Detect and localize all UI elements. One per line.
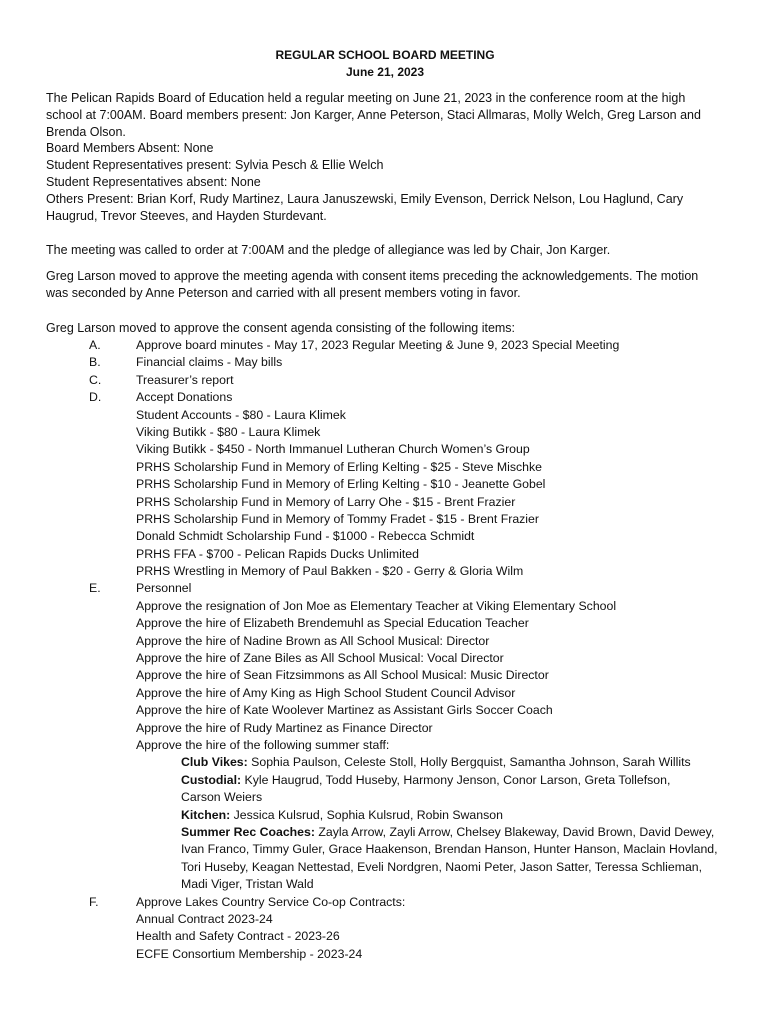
personnel-text: Approve the hire of Kate Woolever Martinez as Assistant Girls Soccer Coach xyxy=(136,703,553,718)
item-text: Accept Donations xyxy=(136,390,233,405)
intro-paragraph xyxy=(46,90,726,224)
personnel-line xyxy=(0,598,770,615)
kitchen-names: Jessica Kulsrud, Sophia Kulsrud, Robin Swanson xyxy=(230,807,503,822)
item-text: Approve board minutes - May 17, 2023 Regular Meeting & June 9, 2023 Special Meeting xyxy=(136,338,620,352)
donation-line xyxy=(0,494,770,511)
consent-items-list xyxy=(0,337,770,963)
intro-line: school at 7:00AM. Board members present: Jon Karger, Anne Peterson, Staci Allmaras, Molly Welch, Greg Larson and xyxy=(46,107,701,122)
donation-text: PRHS Scholarship Fund in Memory of Larry Ohe - $15 - Brent Frazier xyxy=(136,494,516,509)
rec-coaches-names: Zayla Arrow, Zayli Arrow, Chelsey Blakeway, David Brown, David Dewey, xyxy=(314,824,715,839)
agenda-motion xyxy=(46,268,726,302)
donation-text: Student Accounts - $80 - Laura Klimek xyxy=(136,407,346,422)
custodial-label: Custodial: xyxy=(181,772,242,787)
summer-staff-rec-cont xyxy=(0,841,770,858)
list-item xyxy=(0,580,770,597)
personnel-line xyxy=(0,615,770,632)
contract-text: ECFE Consortium Membership - 2023-24 xyxy=(136,946,363,961)
document-title: REGULAR SCHOOL BOARD MEETING xyxy=(275,48,495,62)
board-absent: Board Members Absent: None xyxy=(46,141,214,156)
item-letter: E. xyxy=(89,581,101,596)
others-present: Others Present: Brian Korf, Rudy Martinez, Laura Januszewski, Emily Evenson, Derrick Nelson, Lou Haglund, Cary xyxy=(46,191,684,206)
donation-line xyxy=(0,528,770,545)
donation-line xyxy=(0,441,770,458)
summer-staff-rec-cont xyxy=(0,859,770,876)
donation-text: Viking Butikk - $80 - Laura Klimek xyxy=(136,424,321,439)
personnel-line xyxy=(0,685,770,702)
summer-staff-kitchen xyxy=(0,807,770,824)
item-letter: F. xyxy=(89,894,99,909)
rec-coaches-label: Summer Rec Coaches: xyxy=(181,824,315,839)
list-item xyxy=(0,337,770,354)
intro-line: Brenda Olson. xyxy=(46,124,126,139)
others-present-cont: Haugrud, Trevor Steeves, and Hayden Sturdevant. xyxy=(46,208,327,223)
item-text: Personnel xyxy=(136,581,192,596)
rec-coaches-names-cont: Tori Huseby, Keagan Nettestad, Eveli Nordgren, Naomi Peter, Jason Satter, Teressa Schlieman, xyxy=(181,859,703,874)
summer-staff-custodial xyxy=(0,772,770,789)
intro-line: The Pelican Rapids Board of Education held a regular meeting on June 21, 2023 in the conference room at the high xyxy=(46,91,686,105)
donation-text: PRHS Wrestling in Memory of Paul Bakken - $20 - Gerry & Gloria Wilm xyxy=(136,564,524,579)
item-letter: D. xyxy=(89,390,102,405)
personnel-text: Approve the hire of Elizabeth Brendemuhl as Special Education Teacher xyxy=(136,616,529,631)
personnel-text: Approve the hire of Rudy Martinez as Finance Director xyxy=(136,720,433,735)
personnel-line xyxy=(0,737,770,754)
rec-coaches-names-cont: Ivan Franco, Timmy Guler, Grace Haakenson, Brendan Hanson, Hunter Hanson, Maclain Hovland, xyxy=(181,842,718,857)
item-text: Treasurer’s report xyxy=(136,372,234,387)
custodial-names-cont: Carson Weiers xyxy=(181,790,263,805)
student-reps-present: Student Representatives present: Sylvia Pesch & Ellie Welch xyxy=(46,158,384,173)
personnel-text: Approve the hire of Nadine Brown as All School Musical: Director xyxy=(136,633,490,648)
donation-line xyxy=(0,424,770,441)
contract-line xyxy=(0,928,770,945)
list-item xyxy=(0,894,770,911)
donation-line xyxy=(0,407,770,424)
summer-staff-rec-cont xyxy=(0,876,770,893)
donation-line xyxy=(0,459,770,476)
personnel-line xyxy=(0,633,770,650)
custodial-names: Kyle Haugrud, Todd Huseby, Harmony Jenson, Conor Larson, Greta Tollefson, xyxy=(241,772,671,787)
item-text: Approve Lakes Country Service Co-op Contracts: xyxy=(136,894,406,909)
club-vikes-label: Club Vikes: xyxy=(181,755,248,770)
personnel-line xyxy=(0,702,770,719)
item-letter: A. xyxy=(89,338,101,352)
consent-intro-text: Greg Larson moved to approve the consent agenda consisting of the following items: xyxy=(46,321,516,335)
club-vikes-names: Sophia Paulson, Celeste Stoll, Holly Bergquist, Samantha Johnson, Sarah Willits xyxy=(247,755,691,770)
item-text: Financial claims - May bills xyxy=(136,355,283,370)
contract-text: Annual Contract 2023-24 xyxy=(136,911,273,926)
donation-text: Viking Butikk - $450 - North Immanuel Lutheran Church Women’s Group xyxy=(136,442,530,457)
personnel-text: Approve the hire of Amy King as High School Student Council Advisor xyxy=(136,685,516,700)
list-item xyxy=(0,354,770,371)
agenda-motion-line: was seconded by Anne Peterson and carried with all present members voting in favor. xyxy=(46,285,521,300)
summer-staff-custodial-cont xyxy=(0,789,770,806)
personnel-text: Approve the hire of Sean Fitzsimmons as All School Musical: Music Director xyxy=(136,668,549,683)
list-item xyxy=(0,372,770,389)
donation-line xyxy=(0,476,770,493)
donation-text: Donald Schmidt Scholarship Fund - $1000 - Rebecca Schmidt xyxy=(136,529,475,544)
donation-text: PRHS Scholarship Fund in Memory of Erling Kelting - $10 - Jeanette Gobel xyxy=(136,477,546,492)
personnel-line xyxy=(0,720,770,737)
contract-text: Health and Safety Contract - 2023-26 xyxy=(136,929,340,944)
personnel-line xyxy=(0,667,770,684)
donation-line xyxy=(0,546,770,563)
donation-line xyxy=(0,511,770,528)
personnel-text: Approve the hire of the following summer staff: xyxy=(136,737,390,752)
item-letter: B. xyxy=(89,355,101,370)
consent-intro xyxy=(46,320,726,337)
personnel-text: Approve the resignation of Jon Moe as Elementary Teacher at Viking Elementary School xyxy=(136,598,617,613)
document-date: June 21, 2023 xyxy=(345,65,425,79)
donation-text: PRHS FFA - $700 - Pelican Rapids Ducks Unlimited xyxy=(136,546,419,561)
contract-line xyxy=(0,911,770,928)
personnel-line xyxy=(0,650,770,667)
summer-staff-rec xyxy=(0,824,770,841)
student-reps-absent: Student Representatives absent: None xyxy=(46,174,261,189)
personnel-text: Approve the hire of Zane Biles as All School Musical: Vocal Director xyxy=(136,651,504,666)
donation-line xyxy=(0,563,770,580)
donation-text: PRHS Scholarship Fund in Memory of Tommy Fradet - $15 - Brent Frazier xyxy=(136,511,539,526)
item-letter: C. xyxy=(89,372,102,387)
call-to-order xyxy=(46,242,726,259)
donation-text: PRHS Scholarship Fund in Memory of Erling Kelting - $25 - Steve Mischke xyxy=(136,459,542,474)
list-item xyxy=(0,389,770,406)
contract-line xyxy=(0,946,770,963)
agenda-motion-line: Greg Larson moved to approve the meeting agenda with consent items preceding the acknowledgements. The motion xyxy=(46,269,699,283)
summer-staff-club-vikes xyxy=(0,754,770,771)
rec-coaches-names-cont: Madi Viger, Tristan Wald xyxy=(181,877,314,892)
kitchen-label: Kitchen: xyxy=(181,807,231,822)
call-to-order-text: The meeting was called to order at 7:00AM and the pledge of allegiance was led by Chair, Jon Karger. xyxy=(46,243,611,257)
